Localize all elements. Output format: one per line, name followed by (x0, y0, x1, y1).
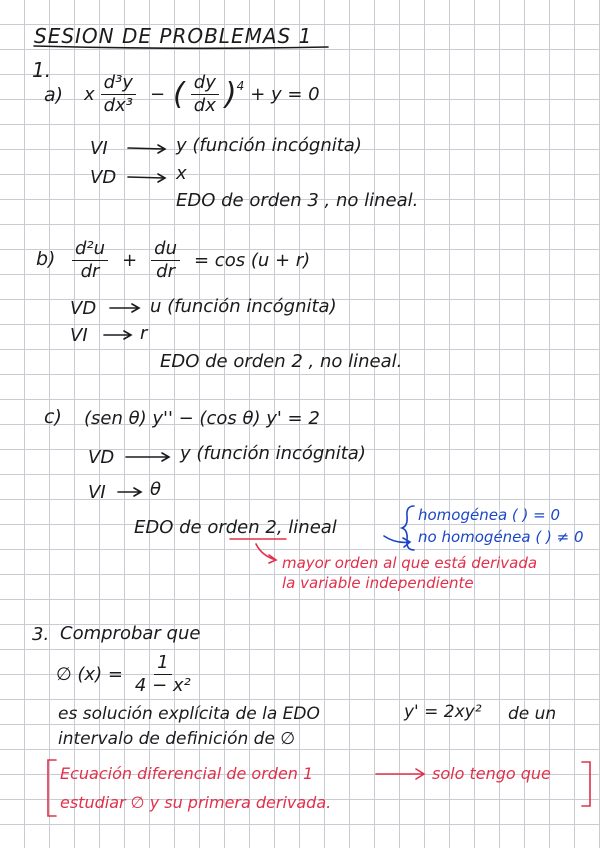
result-c: EDO de orden 2, lineal (134, 517, 337, 538)
vi-c-text: θ (150, 479, 162, 500)
equation-b-dr: dr (80, 261, 100, 282)
order-arrow (256, 544, 276, 563)
equation-b-plus: + (122, 249, 138, 271)
equation-a-d3y: d³y (101, 74, 136, 95)
equation-b (66, 240, 310, 281)
vi-a-arrow (128, 145, 165, 153)
vd-b-arrow (110, 304, 139, 312)
part-b-label: b) (36, 248, 56, 270)
problem-3-note-line-2: estudiar ∅ y su primera derivada. (60, 793, 332, 812)
equation-c: (sen θ) y'' − (cos θ) y' = 2 (84, 408, 320, 429)
phi-numerator: 1 (154, 654, 171, 675)
result-b: EDO de orden 2 , no lineal. (160, 351, 403, 372)
vi-b-label: VI (70, 325, 88, 346)
equation-a-rest: + y = 0 (250, 83, 320, 105)
problem-1-number: 1. (32, 58, 52, 82)
problem-3-note-line-1: Ecuación diferencial de orden 1 (60, 764, 314, 783)
equation-a-paren-open: ( (173, 76, 185, 112)
vi-a-text: y (función incógnita) (176, 135, 362, 156)
equation-a-paren-close: ) (224, 76, 237, 112)
problem-3-line-1: es solución explícita de la EDO (58, 704, 320, 724)
equation-b-d2u: d²u (72, 240, 108, 261)
equation-b-du: du (151, 240, 180, 261)
vd-a-arrow (128, 174, 165, 182)
equation-a-dx: dx (193, 95, 216, 116)
vi-c-arrow (118, 488, 141, 496)
vi-b-arrow (104, 331, 131, 339)
homogeneous-note: homogénea ( ) = 0 (418, 506, 561, 524)
non-homogeneous-note: no homogénea ( ) ≠ 0 (418, 528, 584, 546)
equation-a-minus: − (149, 83, 166, 105)
part-a-label: a) (44, 84, 64, 106)
phi-definition (56, 654, 197, 695)
problem-3-ode: y' = 2xy² (404, 702, 482, 722)
vd-c-arrow (126, 453, 169, 461)
vi-b-text: r (140, 323, 148, 344)
problem-3-number: 3. (32, 624, 50, 645)
problem-3-line-1-end: de un (508, 704, 557, 724)
homogeneity-brace (402, 506, 414, 550)
equation-b-rest: = cos (u + r) (194, 249, 311, 271)
equation-a (84, 74, 320, 115)
vi-c-label: VI (88, 482, 106, 503)
order-note-line-1: mayor orden al que está derivada (282, 554, 538, 572)
note-left-bracket (48, 760, 56, 816)
equation-a-dy: dy (191, 74, 219, 95)
problem-3-intro: Comprobar que (60, 623, 201, 644)
equation-a-dx3: dx³ (103, 95, 133, 116)
problem-3-note-arrow-text: solo tengo que (432, 764, 551, 783)
problem-3-line-2: intervalo de definición de ∅ (58, 729, 296, 749)
vi-a-label: VI (90, 138, 108, 159)
vd-b-text: u (función incógnita) (150, 296, 337, 317)
equation-a-exponent: 4 (236, 79, 245, 93)
vd-b-label: VD (70, 298, 97, 319)
note-right-bracket (582, 762, 590, 806)
vd-a-text: x (176, 163, 187, 184)
part-c-label: c) (44, 406, 62, 428)
note-arrow (376, 769, 424, 779)
vd-a-label: VD (90, 167, 117, 188)
homogeneity-arrow (384, 536, 410, 547)
phi-lhs: ∅ (x) = (56, 663, 123, 685)
equation-b-dr2: dr (156, 261, 175, 282)
equation-a-lead: x (84, 83, 95, 105)
vd-c-text: y (función incógnita) (180, 443, 366, 464)
vd-c-label: VD (88, 447, 115, 468)
page-title: SESION DE PROBLEMAS 1 (34, 24, 313, 48)
result-a: EDO de orden 3 , no lineal. (176, 190, 419, 211)
phi-denominator: 4 − x² (134, 675, 191, 696)
order-note-line-2: la variable independiente (282, 574, 474, 592)
